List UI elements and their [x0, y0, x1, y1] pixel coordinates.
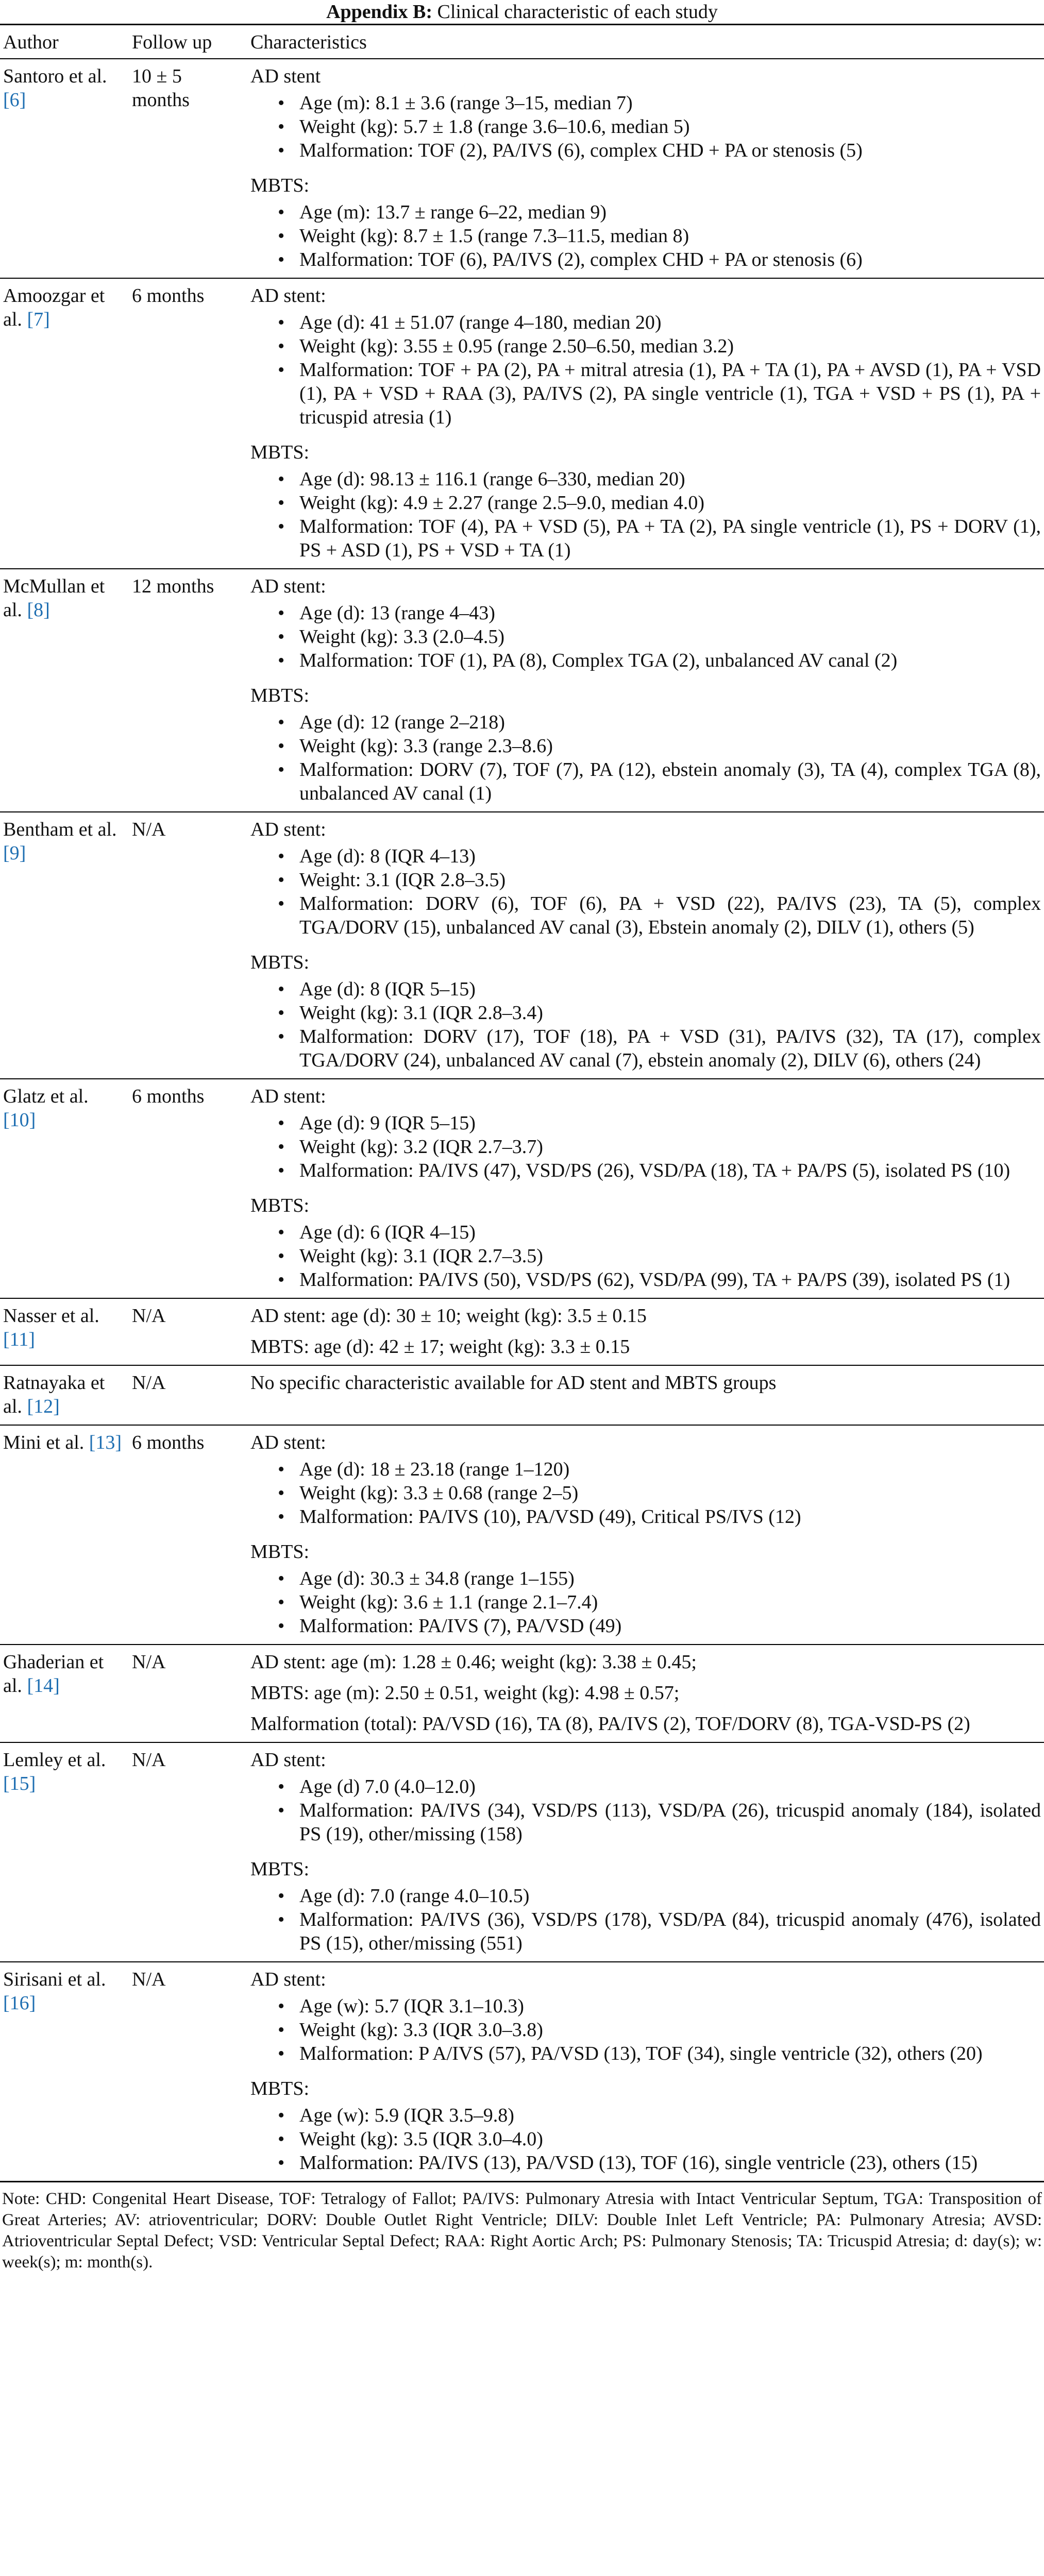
group-label: AD stent: — [250, 1086, 326, 1107]
patient-group — [250, 951, 1041, 1072]
characteristic-item: • Malformation: PA/IVS (13), PA/VSD (13), TOF (16), single ventricle (23), others (15) — [299, 2151, 1041, 2175]
characteristic-item: • Age (d) 7.0 (4.0–12.0) — [299, 1775, 1041, 1799]
follow-up-cell: 6 months — [129, 1425, 247, 1645]
characteristics-cell — [247, 569, 1044, 812]
study-row — [0, 1645, 1044, 1742]
follow-up-cell: N/A — [129, 1365, 247, 1425]
follow-up-cell: N/A — [129, 812, 247, 1079]
characteristic-list — [250, 601, 1041, 672]
patient-group — [250, 684, 1041, 805]
characteristic-item: • Weight (kg): 3.3 ± 0.68 (range 2–5) — [299, 1481, 1041, 1505]
characteristic-item: • Malformation: DORV (7), TOF (7), PA (12), ebstein anomaly (3), TA (4), complex TGA (8), unbalanced AV canal (1) — [299, 758, 1041, 805]
characteristic-item: • Age (d): 30.3 ± 34.8 (range 1–155) — [299, 1567, 1041, 1590]
group-label: AD stent: — [250, 1969, 326, 1990]
header-row — [0, 25, 1044, 59]
patient-group — [250, 1748, 1041, 1846]
characteristic-item: • Age (d): 9 (IQR 5–15) — [299, 1111, 1041, 1135]
follow-up-cell: N/A — [129, 1645, 247, 1742]
patient-group — [250, 284, 1041, 429]
author-cell — [0, 812, 129, 1079]
characteristic-item: • Weight (kg): 3.3 (2.0–4.5) — [299, 625, 1041, 649]
characteristic-item: • Weight (kg): 3.55 ± 0.95 (range 2.50–6.50, median 3.2) — [299, 334, 1041, 358]
patient-group — [250, 2077, 1041, 2175]
group-label: MBTS: — [250, 1541, 310, 1563]
author-name: Ghaderian et al. — [3, 1651, 104, 1697]
author-cell — [0, 1425, 129, 1645]
study-row — [0, 1425, 1044, 1645]
characteristic-item: • Age (w): 5.9 (IQR 3.5–9.8) — [299, 2104, 1041, 2127]
group-label: AD stent: — [250, 285, 326, 307]
group-label: MBTS: — [250, 2078, 310, 2099]
characteristic-list — [250, 1994, 1041, 2065]
patient-group — [250, 64, 1041, 162]
group-label: AD stent: — [250, 1749, 326, 1771]
characteristic-list — [250, 1884, 1041, 1955]
characteristic-item: • Weight (kg): 5.7 ± 1.8 (range 3.6–10.6, median 5) — [299, 115, 1041, 139]
header-author: Author — [0, 25, 129, 59]
author-cell — [0, 1365, 129, 1425]
table-footnote: Note: CHD: Congenital Heart Disease, TOF: Tetralogy of Fallot; PA/IVS: Pulmonary Atresia with Intact Ventricular Septum, TGA: Transposition of Great Arteries; AV: atrioventricular; DORV: Double Outlet Right Ventricle; DILV: Double Inlet Left Ventricle; PA: Pulmonary Atresia; AVSD: Atrioventricular Septal Defect; VSD: Ventricular Septal Defect; RAA: Right Aortic Arch; PS: Pulmonary Stenosis; TA: Tricuspid Atresia; d: day(s); w: week(s); m: month(s). — [2, 2190, 1042, 2272]
author-cell — [0, 569, 129, 812]
characteristic-list — [250, 1458, 1041, 1529]
reference-link[interactable]: [12] — [27, 1396, 60, 1417]
characteristic-item: • Malformation: PA/IVS (34), VSD/PS (113), VSD/PA (26), tricuspid anomaly (184), isolated PS (19), other/missing (158) — [299, 1799, 1041, 1846]
characteristic-list — [250, 1775, 1041, 1846]
patient-group — [250, 174, 1041, 272]
patient-group — [250, 1194, 1041, 1292]
reference-link[interactable]: [10] — [3, 1109, 36, 1131]
header-follow-up: Follow up — [129, 25, 247, 59]
header-characteristics: Characteristics — [247, 25, 1044, 59]
reference-link[interactable]: [9] — [3, 842, 26, 864]
characteristic-list — [250, 311, 1041, 429]
characteristic-item: • Weight (kg): 3.1 (IQR 2.8–3.4) — [299, 1001, 1041, 1025]
characteristic-item: • Age (m): 13.7 ± range 6–22, median 9) — [299, 200, 1041, 224]
author-name: Lemley et al. — [3, 1749, 106, 1771]
characteristic-item: • Malformation: PA/IVS (36), VSD/PS (178), VSD/PA (84), tricuspid anomaly (476), isolated PS (15), other/missing (551) — [299, 1908, 1041, 1955]
author-cell — [0, 1645, 129, 1742]
characteristics-cell — [247, 59, 1044, 278]
study-row — [0, 1079, 1044, 1298]
characteristics-cell — [247, 1425, 1044, 1645]
characteristic-line: MBTS: age (m): 2.50 ± 0.51, weight (kg): 4.98 ± 0.57; — [250, 1682, 680, 1704]
author-name: Bentham et al. — [3, 819, 117, 840]
follow-up-cell: N/A — [129, 1962, 247, 2182]
patient-group — [250, 1540, 1041, 1638]
study-row — [0, 569, 1044, 812]
author-cell — [0, 1298, 129, 1365]
characteristic-item: • Age (d): 41 ± 51.07 (range 4–180, median 20) — [299, 311, 1041, 334]
characteristics-cell — [247, 1742, 1044, 1962]
characteristic-item: • Malformation: DORV (17), TOF (18), PA + VSD (31), PA/IVS (32), TA (17), complex TGA/DORV (24), unbalanced AV canal (7), ebstein anomaly (2), DILV (6), others (24) — [299, 1025, 1041, 1072]
author-cell — [0, 59, 129, 278]
follow-up-cell: 6 months — [129, 1079, 247, 1298]
group-label: AD stent: — [250, 819, 326, 840]
table-header — [0, 25, 1044, 59]
author-name: Sirisani et al. — [3, 1969, 106, 1990]
characteristic-item: • Malformation: TOF (6), PA/IVS (2), complex CHD + PA or stenosis (6) — [299, 248, 1041, 272]
characteristic-item: • Age (w): 5.7 (IQR 3.1–10.3) — [299, 1994, 1041, 2018]
follow-up-cell: N/A — [129, 1742, 247, 1962]
characteristic-item: • Weight (kg): 3.3 (range 2.3–8.6) — [299, 734, 1041, 758]
reference-link[interactable]: [13] — [89, 1432, 122, 1453]
study-row — [0, 278, 1044, 569]
author-name: Glatz et al. — [3, 1086, 89, 1107]
characteristic-item: • Age (d): 98.13 ± 116.1 (range 6–330, median 20) — [299, 467, 1041, 491]
study-row — [0, 1962, 1044, 2182]
author-cell — [0, 1962, 129, 2182]
characteristic-item: • Age (d): 8 (IQR 4–13) — [299, 844, 1041, 868]
characteristic-item: • Weight (kg): 3.2 (IQR 2.7–3.7) — [299, 1135, 1041, 1159]
study-row — [0, 1365, 1044, 1425]
group-label: MBTS: — [250, 952, 310, 973]
characteristic-item: • Malformation: TOF (2), PA/IVS (6), complex CHD + PA or stenosis (5) — [299, 139, 1041, 162]
characteristics-cell — [247, 1365, 1044, 1425]
author-cell — [0, 1742, 129, 1962]
reference-link[interactable]: [11] — [3, 1329, 35, 1350]
characteristic-item: • Weight: 3.1 (IQR 2.8–3.5) — [299, 868, 1041, 892]
patient-group — [250, 440, 1041, 562]
characteristic-item: • Malformation: TOF (4), PA + VSD (5), PA + TA (2), PA single ventricle (1), PS + DORV (1), PS + ASD (1), PS + VSD + TA (1) — [299, 515, 1041, 562]
follow-up-cell: N/A — [129, 1298, 247, 1365]
follow-up-cell: 6 months — [129, 278, 247, 569]
study-row — [0, 1298, 1044, 1365]
characteristic-item: • Weight (kg): 3.3 (IQR 3.0–3.8) — [299, 2018, 1041, 2042]
characteristic-item: • Malformation: TOF + PA (2), PA + mitral atresia (1), PA + TA (1), PA + AVSD (1), PA + VSD (1), PA + VSD + RAA (3), PA/IVS (2), PA single ventricle (1), TGA + VSD + PS (1), PA + tricuspid atresia (1) — [299, 358, 1041, 429]
characteristic-list — [250, 2104, 1041, 2175]
group-label: AD stent — [250, 65, 321, 87]
characteristic-item: • Weight (kg): 8.7 ± 1.5 (range 7.3–11.5, median 8) — [299, 224, 1041, 248]
characteristic-list — [250, 1567, 1041, 1638]
characteristics-cell — [247, 1645, 1044, 1742]
characteristic-item: • Malformation: PA/IVS (50), VSD/PS (62), VSD/PA (99), TA + PA/PS (39), isolated PS (1) — [299, 1268, 1041, 1292]
characteristic-list — [250, 467, 1041, 562]
study-row — [0, 1742, 1044, 1962]
characteristic-item: • Malformation: PA/IVS (7), PA/VSD (49) — [299, 1614, 1041, 1638]
characteristic-list — [250, 91, 1041, 162]
author-name: Mini et al. — [3, 1432, 85, 1453]
characteristic-item: • Age (d): 12 (range 2–218) — [299, 710, 1041, 734]
author-name: Nasser et al. — [3, 1305, 99, 1327]
characteristic-item: • Age (m): 8.1 ± 3.6 (range 3–15, median 7) — [299, 91, 1041, 115]
characteristic-item: • Weight (kg): 4.9 ± 2.27 (range 2.5–9.0, median 4.0) — [299, 491, 1041, 515]
characteristic-item: • Malformation: PA/IVS (10), PA/VSD (49), Critical PS/IVS (12) — [299, 1505, 1041, 1529]
patient-group — [250, 1857, 1041, 1955]
group-label: AD stent: — [250, 575, 326, 597]
characteristic-item: • Weight (kg): 3.1 (IQR 2.7–3.5) — [299, 1244, 1041, 1268]
characteristic-item: • Weight (kg): 3.5 (IQR 3.0–4.0) — [299, 2127, 1041, 2151]
author-name: Amoozgar et al. — [3, 285, 105, 330]
patient-group — [250, 1084, 1041, 1182]
characteristic-item: • Age (d): 18 ± 23.18 (range 1–120) — [299, 1458, 1041, 1481]
table-caption — [0, 0, 1044, 24]
characteristic-item: • Malformation: TOF (1), PA (8), Complex TGA (2), unbalanced AV canal (2) — [299, 649, 1041, 672]
patient-group — [250, 1968, 1041, 2065]
characteristic-list — [250, 200, 1041, 272]
characteristic-item: • Malformation: PA/IVS (47), VSD/PS (26), VSD/PA (18), TA + PA/PS (5), isolated PS (10) — [299, 1159, 1041, 1182]
group-label: MBTS: — [250, 685, 310, 706]
reference-link[interactable]: [8] — [27, 599, 50, 621]
study-row — [0, 812, 1044, 1079]
characteristics-cell — [247, 278, 1044, 569]
author-name: Ratnayaka et al. — [3, 1372, 105, 1417]
characteristics-table — [0, 24, 1044, 2182]
characteristic-item: • Age (d): 8 (IQR 5–15) — [299, 977, 1041, 1001]
characteristics-cell — [247, 812, 1044, 1079]
study-row — [0, 59, 1044, 278]
group-label: MBTS: — [250, 1195, 310, 1216]
characteristic-line: No specific characteristic available for AD stent and MBTS groups — [250, 1372, 777, 1394]
patient-group — [250, 1431, 1041, 1529]
author-name: McMullan et al. — [3, 575, 105, 621]
characteristics-cell — [247, 1962, 1044, 2182]
characteristic-list — [250, 1221, 1041, 1292]
author-cell — [0, 278, 129, 569]
characteristic-item: • Malformation: DORV (6), TOF (6), PA + VSD (22), PA/IVS (23), TA (5), complex TGA/DORV (15), unbalanced AV canal (3), Ebstein anomaly (2), DILV (1), others (5) — [299, 892, 1041, 939]
reference-link[interactable]: [15] — [3, 1773, 36, 1794]
caption-text: Clinical characteristic of each study — [437, 1, 718, 23]
characteristic-line: Malformation (total): PA/VSD (16), TA (8), PA/IVS (2), TOF/DORV (8), TGA-VSD-PS (2) — [250, 1713, 970, 1735]
characteristic-line: AD stent: age (d): 30 ± 10; weight (kg): 3.5 ± 0.15 — [250, 1305, 647, 1327]
group-label: MBTS: — [250, 442, 310, 463]
characteristics-cell — [247, 1298, 1044, 1365]
characteristic-line: AD stent: age (m): 1.28 ± 0.46; weight (kg): 3.38 ± 0.45; — [250, 1651, 697, 1673]
characteristic-list — [250, 844, 1041, 939]
group-label: MBTS: — [250, 1858, 310, 1880]
reference-link[interactable]: [7] — [27, 309, 50, 330]
characteristic-item: • Age (d): 6 (IQR 4–15) — [299, 1221, 1041, 1244]
characteristic-item: • Malformation: P A/IVS (57), PA/VSD (13), TOF (34), single ventricle (32), others (20) — [299, 2042, 1041, 2065]
table-body — [0, 59, 1044, 2182]
caption-label: Appendix B: — [326, 1, 432, 23]
characteristic-line: MBTS: age (d): 42 ± 17; weight (kg): 3.3 ± 0.15 — [250, 1336, 630, 1358]
characteristic-item: • Age (d): 13 (range 4–43) — [299, 601, 1041, 625]
reference-link[interactable]: [16] — [3, 1992, 36, 2014]
patient-group — [250, 818, 1041, 939]
follow-up-cell: 12 months — [129, 569, 247, 812]
group-label: AD stent: — [250, 1432, 326, 1453]
reference-link[interactable]: [14] — [27, 1675, 60, 1697]
characteristic-list — [250, 977, 1041, 1072]
characteristic-list — [250, 710, 1041, 805]
characteristics-cell — [247, 1079, 1044, 1298]
group-label: MBTS: — [250, 175, 310, 196]
author-cell — [0, 1079, 129, 1298]
reference-link[interactable]: [6] — [3, 89, 26, 111]
characteristic-list — [250, 1111, 1041, 1182]
characteristic-item: • Weight (kg): 3.6 ± 1.1 (range 2.1–7.4) — [299, 1590, 1041, 1614]
author-name: Santoro et al. — [3, 65, 107, 87]
follow-up-cell: 10 ± 5 months — [129, 59, 247, 278]
characteristic-item: • Age (d): 7.0 (range 4.0–10.5) — [299, 1884, 1041, 1908]
patient-group — [250, 574, 1041, 672]
